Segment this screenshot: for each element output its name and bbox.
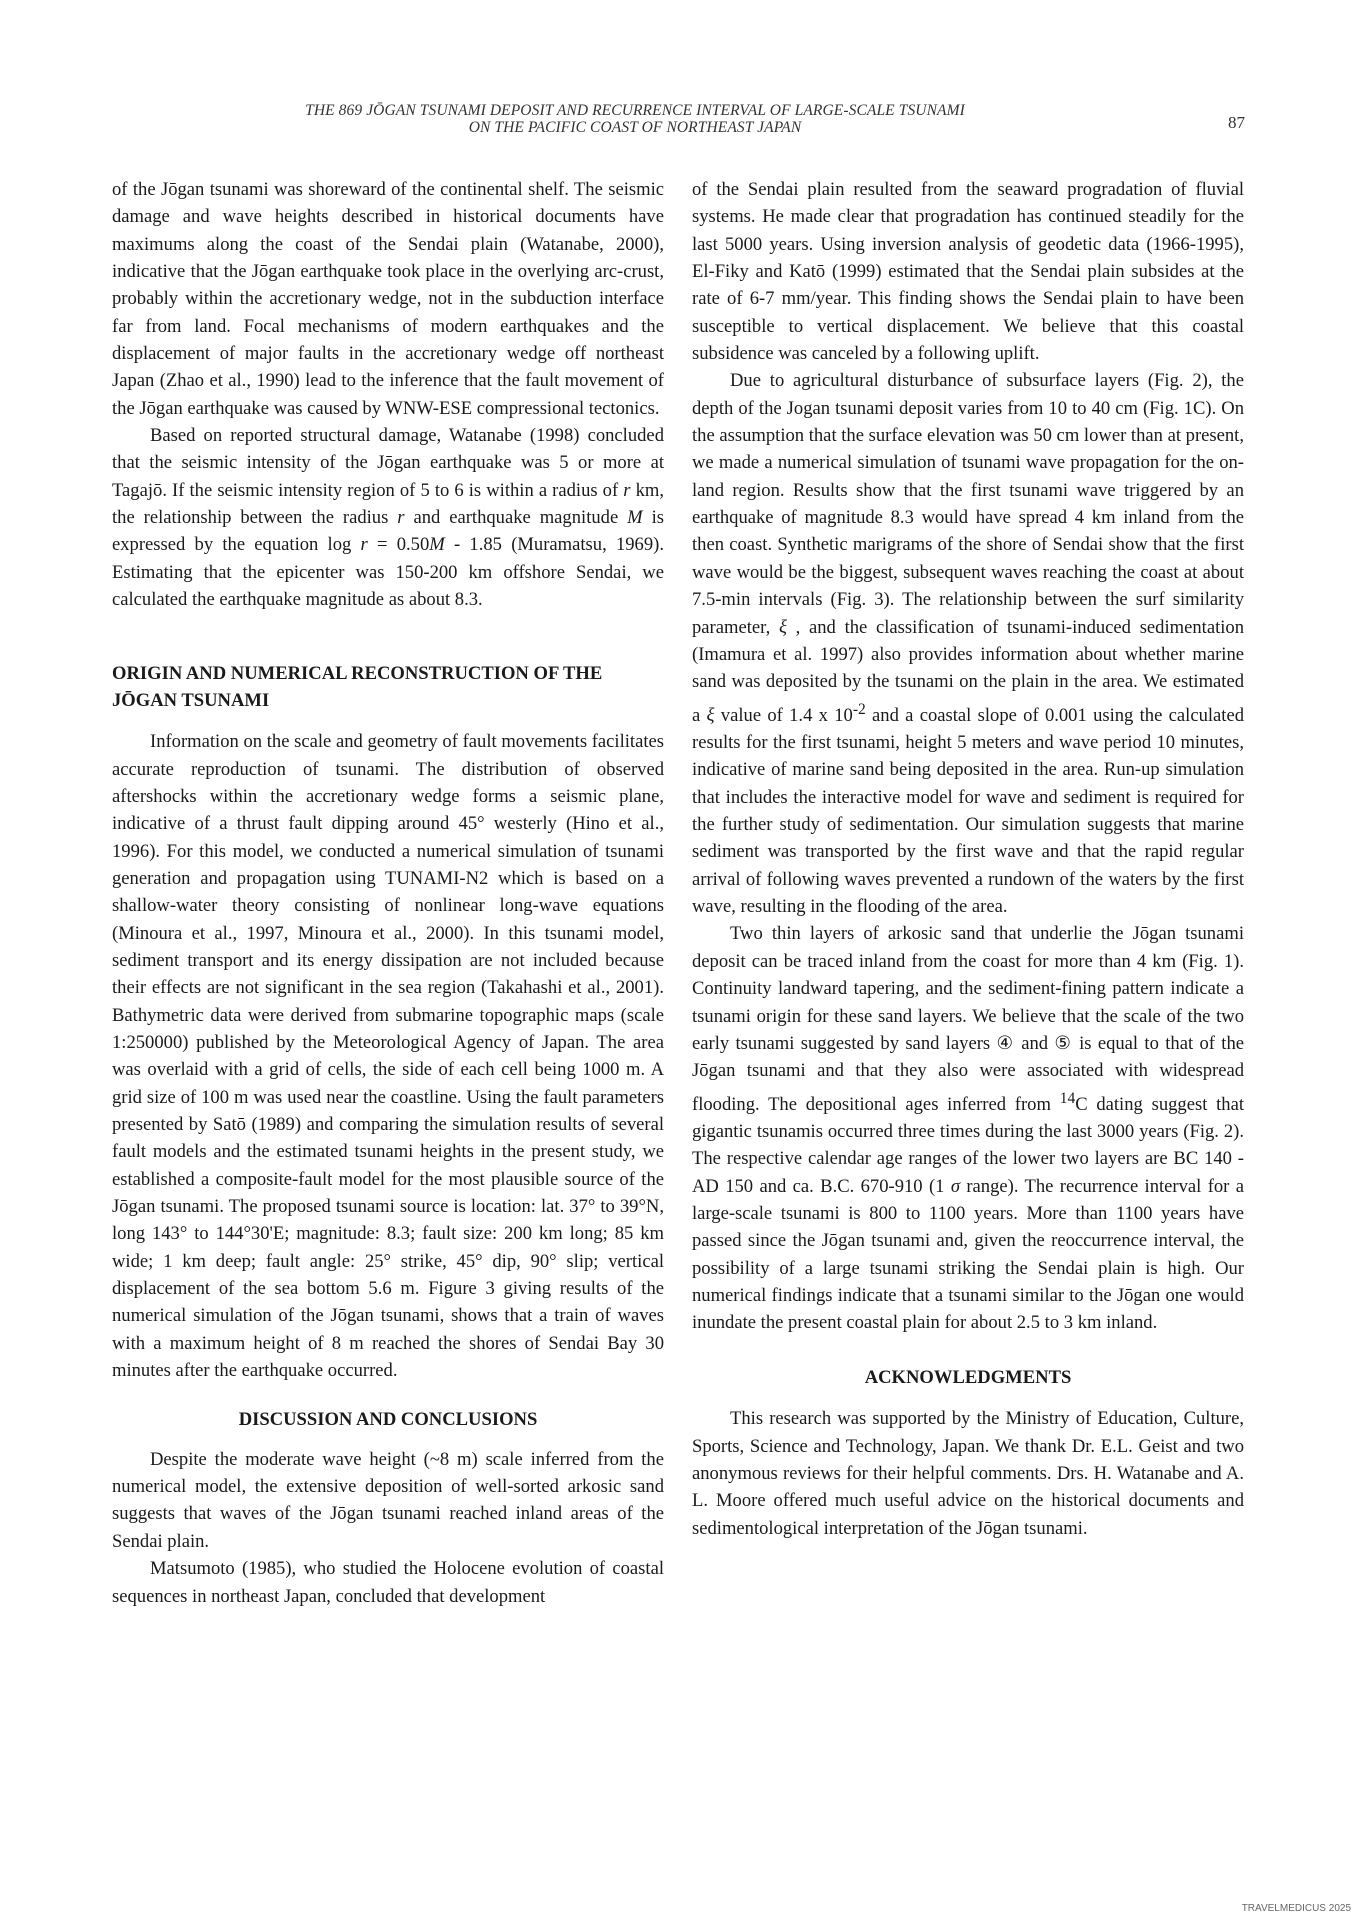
body-paragraph-simulation: Due to agricultural disturbance of subsurface layers (Fig. 2), the depth of the Jogan tsunami deposit varies from 10 to 40 cm (Fig. 1C). On the assumption that the surface elevation was 50 cm lower than at present, we made a numerical simulation of tsunami wave propagation for the on-land region. Results show that the first tsunami wave triggered by an earthquake of magnitude 8.3 would have spread 4 km inland from the then coast. Synthetic marigrams of the shore of Sendai show that the first wave would be the biggest, subsequent waves reaching the coast at about 7.5-min intervals (Fig. 3). The relationship between the surf similarity parameter, ξ , and the classification of tsunami-induced sedimentation (Imamura et al. 1997) also provides information about whether marine sand was deposited by the tsunami on the plain in the area. We estimated a ξ value of 1.4 x $10^{-2}$ and a coastal slope of 0.001 using the calculated results for the first tsunami, height 5 meters and wave period 10 minutes, indicative of marine sand being deposited in the area. Run-up simulation that includes the interactive model for wave and sediment is required for the further study of sedimentation. Our simulation suggests that marine sediment was transported by the first wave and that the rapid regular arrival of following waves prevented a rundown of the waters by the first wave, resulting in the flooding of the area. <box>692 370 1245 918</box>
variable-r: r <box>623 479 631 501</box>
section-heading-origin-line-1: ORIGIN AND NUMERICAL RECONSTRUCTION OF THE <box>112 662 603 684</box>
body-paragraph: of the Jōgan tsunami was shoreward of the continental shelf. The seismic damage and wave heights described in historical documents have maximums along the coast of the Sendai plain (Watanabe, 2000), indicative that the Jōgan earthquake took place in the overlying arc-crust, probably within the accretionary wedge, not in the subduction interface far from land. Focal mechanisms of modern earthquakes and the displacement of major faults in the accretionary wedge off northeast Japan (Zhao et al., 1990) lead to the inference that the fault movement of the Jōgan earthquake was caused by WNW-ESE compressional tectonics. <box>112 179 664 419</box>
body-paragraph-recurrence: Two thin layers of arkosic sand that underlie the Jōgan tsunami deposit can be traced inland from the coast for more than 4 km (Fig. 1). Continuity landward tapering, and the sediment-fining pattern indicate a tsunami origin for these sand layers. We believe that the scale of the two early tsunami suggested by sand layers ④ and ⑤ is equal to that of the Jōgan tsunami and that they also were associated with widespread flooding. The depositional ages inferred from $^{14}$C dating suggest that gigantic tsunamis occurred three times during the last 3000 years (Fig. 2). The respective calendar age ranges of the lower two layers are BC 140 - AD 150 and ca. B.C. 670-910 (1 σ range). The recurrence interval for a large-scale tsunami is 800 to 1100 years. More than 1100 years have passed since the Jōgan tsunami and, given the reoccurrence interval, the possibility of a large tsunami striking the Sendai plain is high. Our numerical findings indicate that a tsunami similar to the Jōgan one would inundate the present coastal plain for about 2.5 to 3 km inland. <box>692 923 1244 1334</box>
left-column <box>112 176 664 1610</box>
variable-m: M <box>627 507 643 529</box>
body-paragraph: Matsumoto (1985), who studied the Holocene evolution of coastal sequences in northeast Japan, concluded that development <box>112 1558 664 1607</box>
body-paragraph: Despite the moderate wave height (~8 m) scale inferred from the numerical model, the extensive deposition of well-sorted arkosic sand suggests that waves of the Jōgan tsunami reached inland areas of the Sendai plain. <box>112 1448 664 1552</box>
body-paragraph-magnitude: Based on reported structural damage, Watanabe (1998) concluded that the seismic intensity of the Jōgan earthquake was 5 or more at Tagajō. If the seismic intensity region of 5 to 6 is within a radius of r km, the relationship between the radius r and earthquake magnitude M is expressed by the equation log r = 0.50M - 1.85 (Muramatsu, 1969). Estimating that the epicenter was 150-200 km offshore Sendai, we calculated the earthquake magnitude as about 8.3. <box>112 425 665 611</box>
running-head-line-2: ON THE PACIFIC COAST OF NORTHEAST JAPAN <box>468 119 802 136</box>
section-heading-discussion: DISCUSSION AND CONCLUSIONS <box>238 1409 538 1431</box>
running-head <box>210 102 1060 136</box>
variable-r: r <box>360 534 368 556</box>
right-column <box>692 176 1244 1542</box>
section-heading-origin <box>112 660 664 715</box>
running-head-line-1: THE 869 JŌGAN TSUNAMI DEPOSIT AND RECURRENCE INTERVAL OF LARGE-SCALE TSUNAMI <box>305 102 965 119</box>
page-number: 87 <box>1228 113 1245 132</box>
variable-m: M <box>429 534 445 556</box>
symbol-sigma: σ <box>950 1175 960 1197</box>
symbol-xi: ξ <box>706 704 715 726</box>
body-paragraph: of the Sendai plain resulted from the seaward progradation of fluvial systems. He made clear that progradation has continued steadily for the last 5000 years. Using inversion analysis of geodetic data (1966-1995), El-Fiky and Katō (1999) estimated that the Sendai plain subsides at the rate of 6-7 mm/year. This finding shows the Sendai plain to have been susceptible to vertical displacement. We believe that this coastal subsidence was canceled by a following uplift. <box>692 179 1244 365</box>
acknowledgments-paragraph: This research was supported by the Ministry of Education, Culture, Sports, Science and Technology, Japan. We thank Dr. E.L. Geist and two anonymous reviews for their helpful comments. Drs. H. Watanabe and A. L. Moore offered much useful advice on the historical documents and sedimentological interpretation of the Jōgan tsunami. <box>692 1408 1244 1539</box>
section-heading-origin-line-2: JŌGAN TSUNAMI <box>112 689 270 711</box>
body-paragraph: Information on the scale and geometry of fault movements facilitates accurate reproduction of tsunami. The distribution of observed aftershocks within the accretionary wedge forms a seismic plane, indicative of a thrust fault dipping around 45° westerly (Hino et al., 1996). For this model, we conducted a numerical simulation of tsunami generation and propagation using TUNAMI-N2 which is based on a shallow-water theory consisting of nonlinear long-wave equations (Minoura et al., 1997, Minoura et al., 2000). In this tsunami model, sediment transport and its energy dissipation are not included because their effects are not significant in the sea region (Takahashi et al., 2001). Bathymetric data were derived from submarine topographic maps (scale 1:250000) published by the Meteorological Agency of Japan. The area was overlaid with a grid of cells, the side of each cell being 1000 m. A grid size of 100 m was used near the coastline. Using the fault parameters presented by Satō (1989) and comparing the simulation results of several fault models and the estimated tsunami heights in the present study, we established a composite-fault model for the most plausible source of the Jōgan tsunami. The proposed tsunami source is location: lat. 37° to 39°N, long 143° to 144°30'E; magnitude: 8.3; fault size: 200 km long; 85 km wide; 1 km deep; fault angle: 25° strike, 45° dip, 90° slip; vertical displacement of the sea bottom 5.6 m. Figure 3 giving results of the numerical simulation of the Jōgan tsunami, shows that a train of waves with a maximum height of 8 m reached the shores of Sendai Bay 30 minutes after the earthquake occurred. <box>112 731 664 1382</box>
symbol-xi: ξ <box>778 616 787 638</box>
superscript-14: 14 <box>1059 1089 1076 1107</box>
watermark: TRAVELMEDICUS 2025 <box>1241 1903 1351 1914</box>
section-heading-acknowledgments: ACKNOWLEDGMENTS <box>864 1366 1072 1388</box>
variable-r: r <box>397 507 405 529</box>
exponent: -2 <box>852 700 866 718</box>
